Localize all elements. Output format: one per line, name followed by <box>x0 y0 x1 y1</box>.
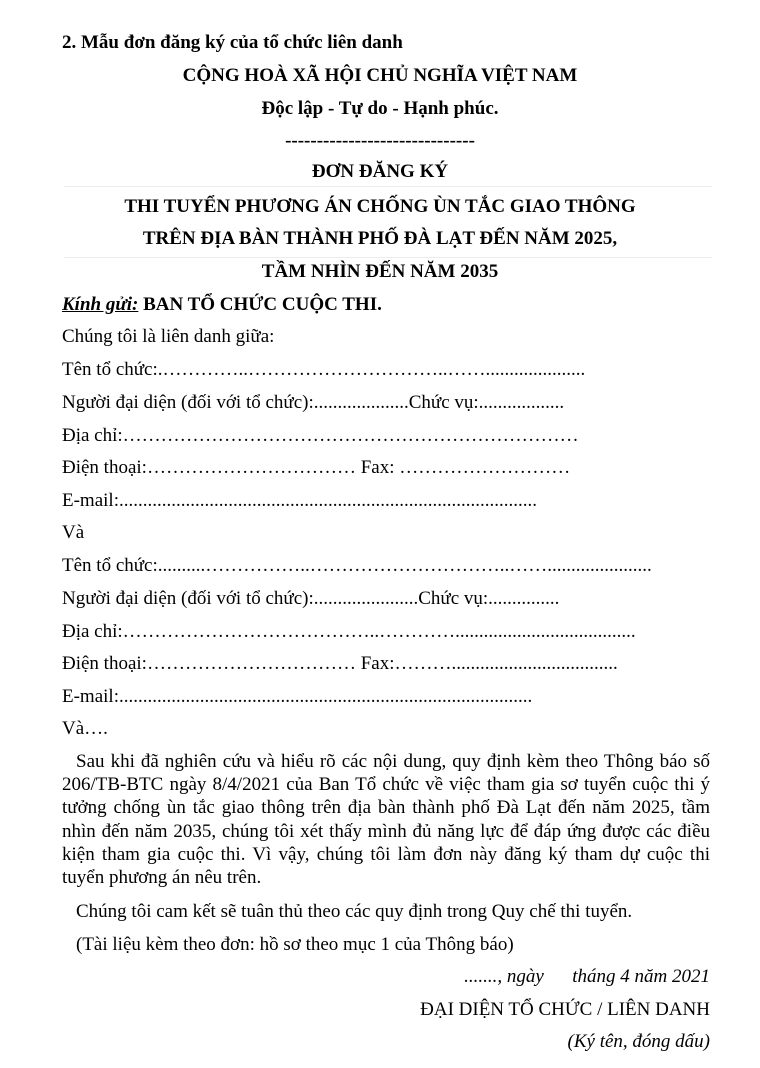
org1-representative-field: Người đại diện (đối với tổ chức):....................Chức vụ:.................. <box>62 392 565 413</box>
subtitle-line-2: TRÊN ĐỊA BÀN THÀNH PHỐ ĐÀ LẠT ĐẾN NĂM 2025, <box>142 228 618 249</box>
org2-representative-field: Người đại diện (đối với tổ chức):......................Chức vụ:............... <box>62 588 560 609</box>
signatory-title: ĐẠI DIỆN TỔ CHỨC / LIÊN DANH <box>420 999 710 1020</box>
subtitle-line-1: THI TUYỂN PHƯƠNG ÁN CHỐNG ÙN TẮC GIAO THÔNG <box>124 196 636 217</box>
motto: Độc lập - Tự do - Hạnh phúc. <box>261 98 499 119</box>
org1-email-field: E-mail:........................................................................................ <box>62 490 537 511</box>
attachment-note: (Tài liệu kèm theo đơn: hồ sơ theo mục 1 của Thông báo) <box>76 934 514 955</box>
org1-address-field: Địa chỉ:……………………………………………………………… <box>62 425 579 446</box>
date-line: ......., ngày tháng 4 năm 2021 <box>464 966 710 987</box>
org1-name-field: Tên tổ chức:.…………..…………………………..……..................... <box>62 359 586 380</box>
recipient-label: Kính gửi: <box>62 294 139 315</box>
org1-phone-fax-field: Điện thoại:…………………………… Fax: ……………………… <box>62 457 571 478</box>
subtitle-line-3: TẦM NHÌN ĐẾN NĂM 2035 <box>261 261 499 282</box>
recipient-name: BAN TỔ CHỨC CUỘC THI. <box>138 294 382 315</box>
section-heading: 2. Mẫu đơn đăng ký của tổ chức liên danh <box>62 32 403 53</box>
org2-name-field: Tên tổ chức:..........……………..…………………………..……...................... <box>62 555 652 576</box>
commitment-text: Chúng tôi cam kết sẽ tuân thủ theo các quy định trong Quy chế thi tuyển. <box>76 901 633 922</box>
signature-note: (Ký tên, đóng dấu) <box>567 1031 710 1052</box>
divider-rule <box>64 186 712 187</box>
intro-text: Chúng tôi là liên danh giữa: <box>62 326 275 347</box>
form-title: ĐƠN ĐĂNG KÝ <box>311 161 449 182</box>
org2-phone-fax-field: Điện thoại:…………………………… Fax:………................................... <box>62 653 618 674</box>
and-word: Và <box>62 522 85 543</box>
org2-email-field: E-mail:....................................................................................... <box>62 686 533 707</box>
nation-title: CỘNG HOÀ XÃ HỘI CHỦ NGHĨA VIỆT NAM <box>182 65 578 86</box>
separator-line: ------------------------------ <box>285 130 475 151</box>
divider-rule <box>64 257 712 258</box>
and-more: Và…. <box>62 718 108 739</box>
org2-address-field: Địa chỉ:…………………………………..…………...................................... <box>62 621 636 642</box>
body-paragraph: Sau khi đã nghiên cứu và hiểu rõ các nội dung, quy định kèm theo Thông báo số 206/TB-BTC ngày 8/4/2021 của Ban Tổ chức về việc tham gia sơ tuyển cuộc thi ý tưởng chống ùn tắc giao thông trên địa bàn thành phố Đà Lạt đến năm 2025, tầm nhìn đến năm 2035, chúng tôi xét thấy mình đủ năng lực để đáp ứng được các điều kiện tham gia cuộc thi. Vì vậy, chúng tôi làm đơn này đăng ký tham dự cuộc thi tuyển phương án nêu trên. <box>62 751 710 889</box>
recipient-line <box>62 292 382 318</box>
